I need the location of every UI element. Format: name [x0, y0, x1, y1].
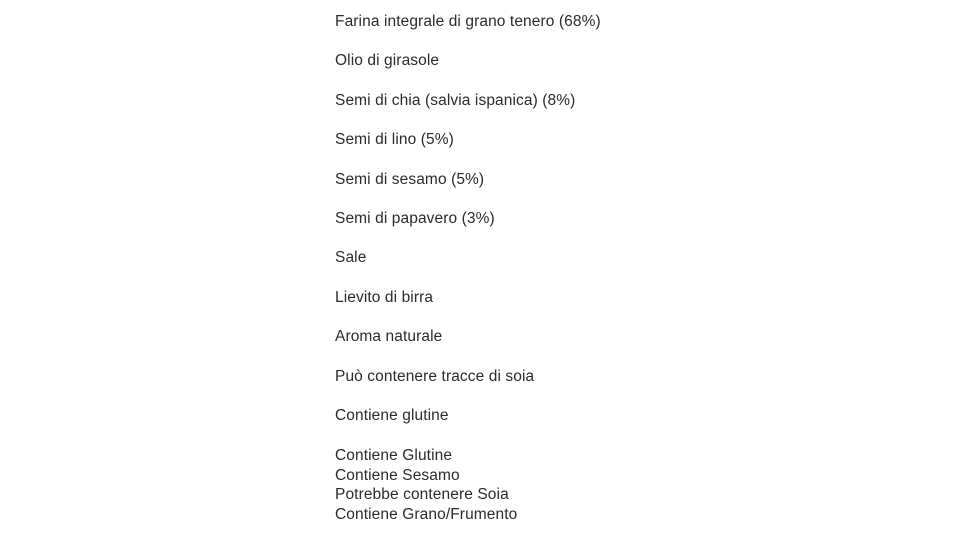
ingredient-item: Farina integrale di grano tenero (68%): [335, 13, 601, 30]
ingredient-item: Lievito di birra: [335, 288, 434, 306]
ingredient-item: Olio di girasole: [335, 52, 440, 70]
ingredient-item: Semi di chia (salvia ispanica) (8%): [335, 91, 576, 109]
allergen-line: Contiene Glutine: [335, 447, 453, 464]
ingredient-item: Contiene glutine: [335, 406, 449, 424]
ingredient-item: Semi di lino (5%): [335, 131, 454, 149]
ingredient-item: Sale: [335, 249, 367, 267]
ingredient-item: Semi di sesamo (5%): [335, 170, 485, 188]
allergen-line: Contiene Grano/Frumento: [335, 506, 518, 524]
allergen-info: [335, 446, 517, 525]
ingredient-list: [335, 12, 601, 445]
ingredient-item: Semi di papavero (3%): [335, 209, 495, 227]
allergen-line: Contiene Sesamo: [335, 466, 460, 484]
ingredient-item: Aroma naturale: [335, 328, 443, 346]
ingredient-item: Può contenere tracce di soia: [335, 367, 535, 385]
allergen-line: Potrebbe contenere Soia: [335, 486, 509, 504]
